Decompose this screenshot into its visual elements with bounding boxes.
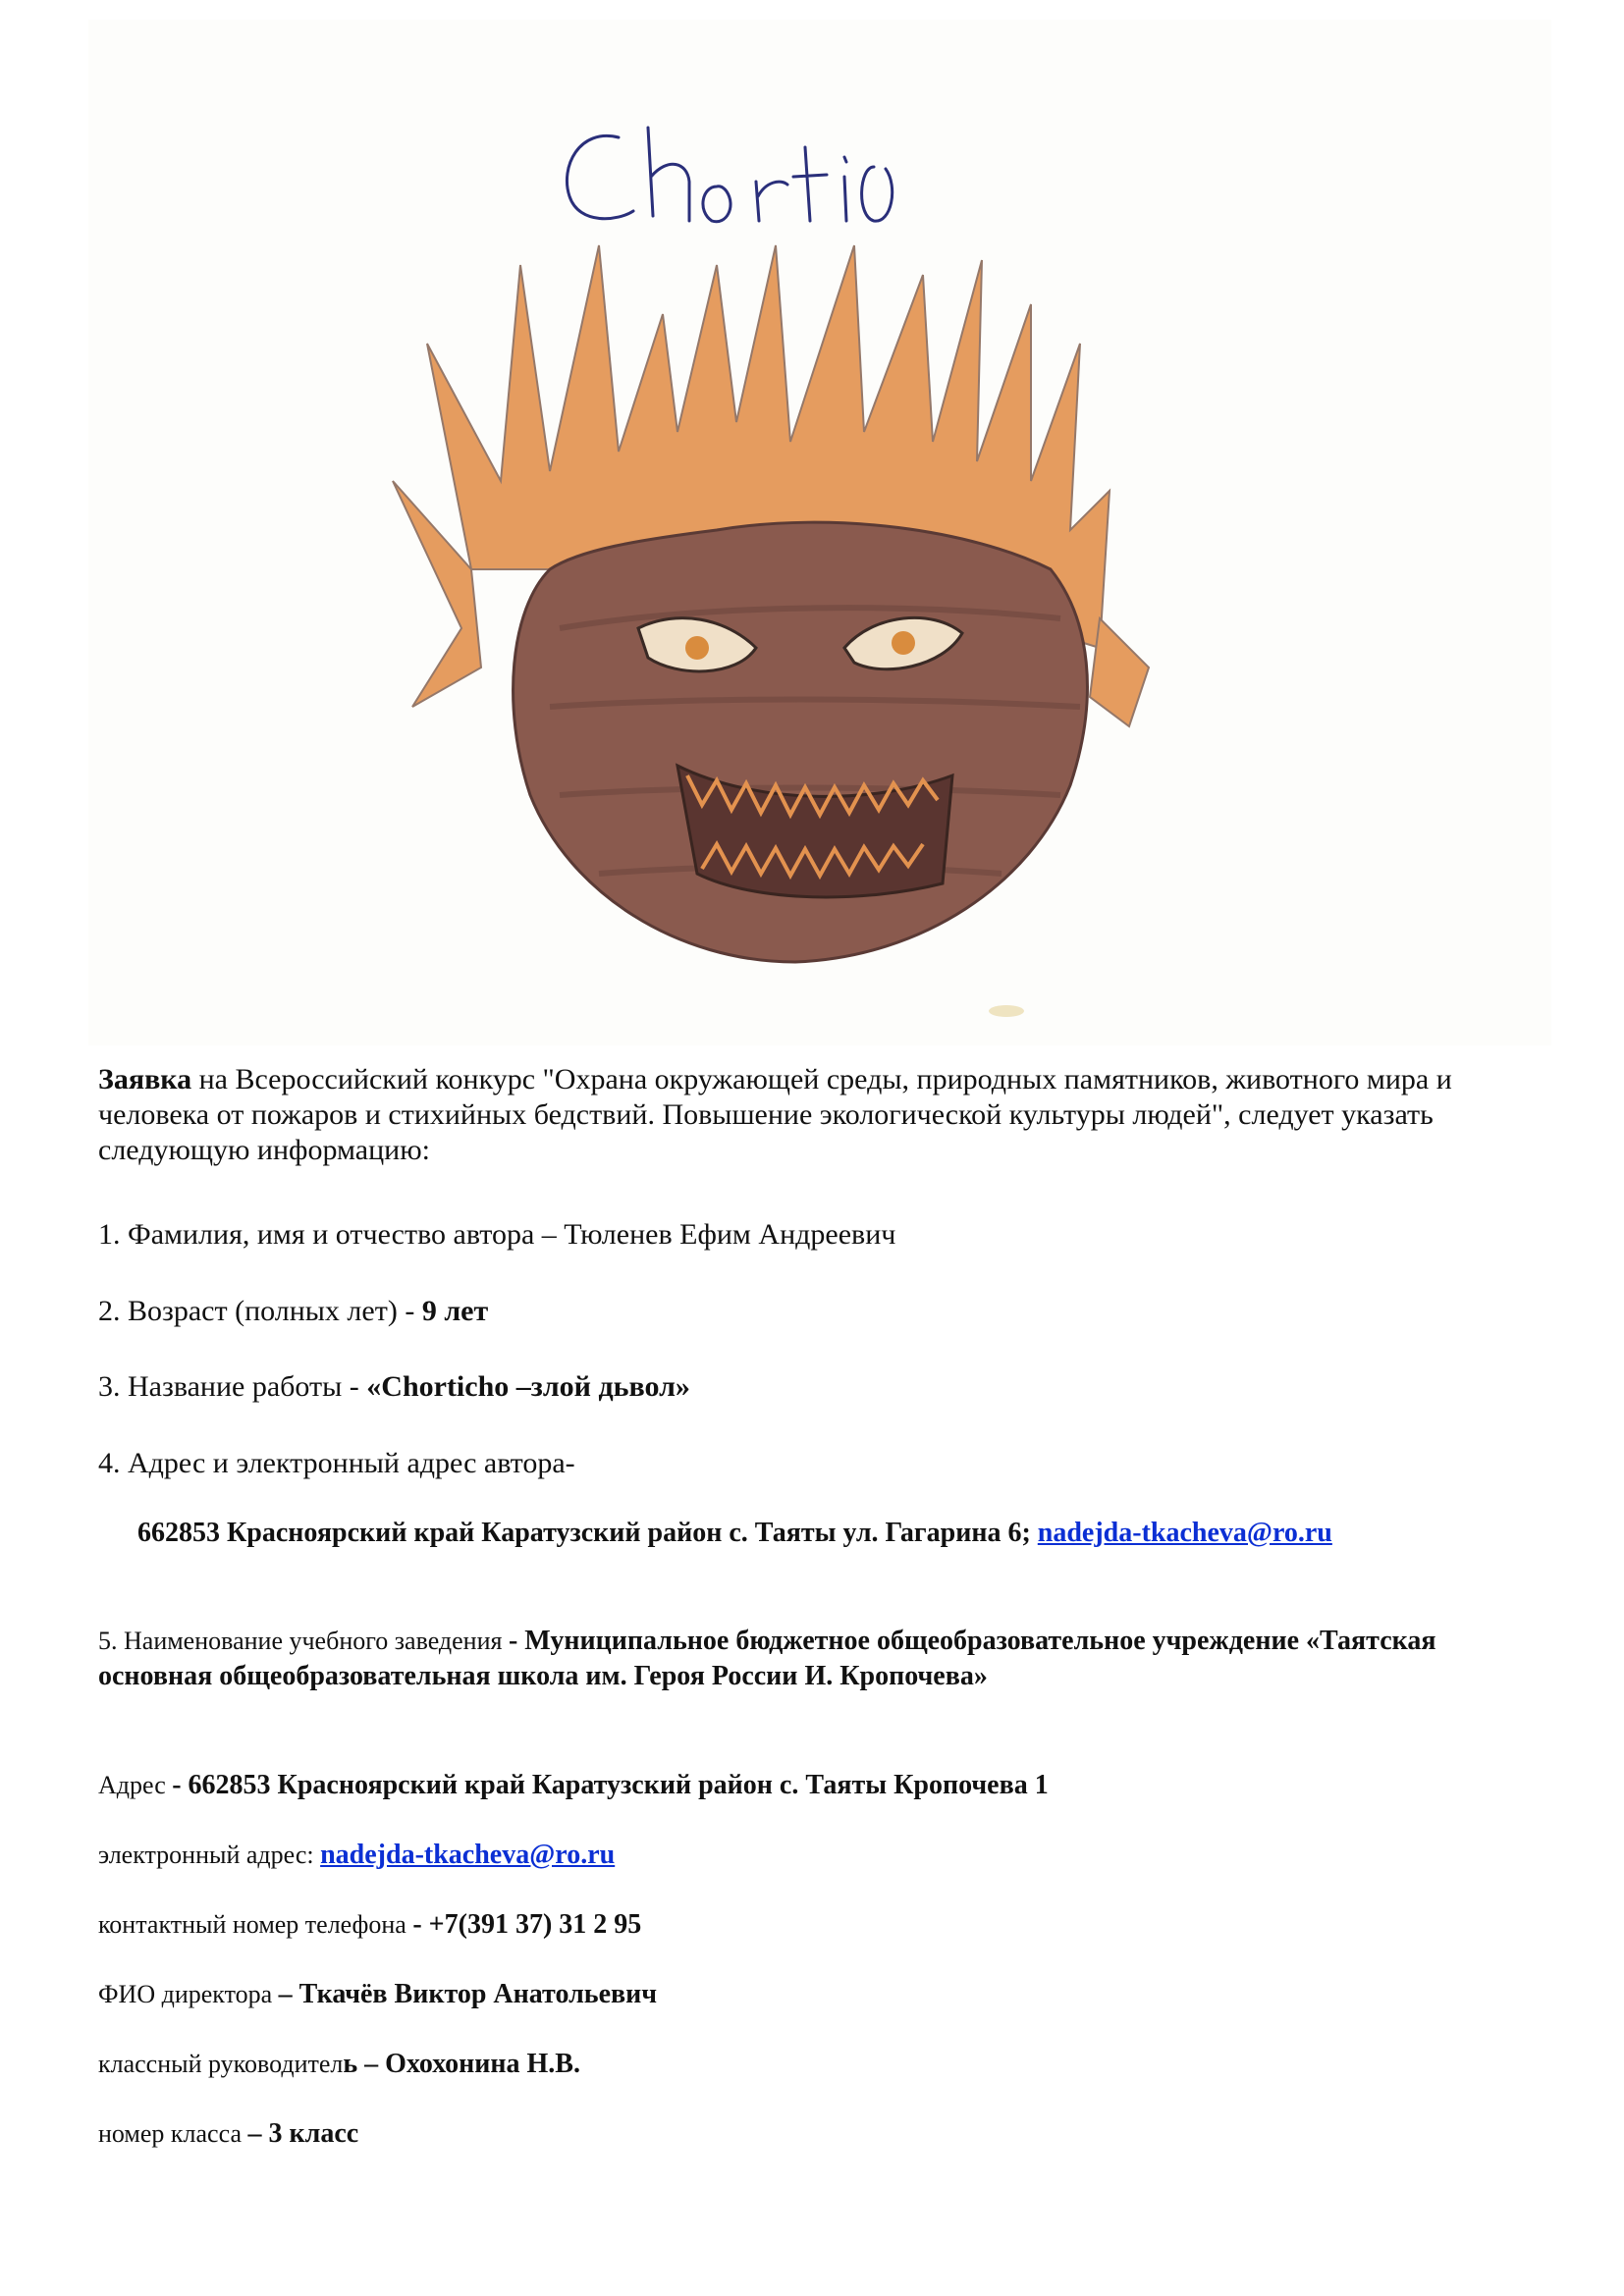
director-label: ФИО директора <box>98 1980 279 2008</box>
item5-label: 5. Наименование учебного заведения <box>98 1627 509 1655</box>
school-address <box>98 1767 1049 1803</box>
item-author-name <box>98 1217 895 1253</box>
school-address-label: Адрес <box>98 1771 173 1799</box>
class-number <box>98 2115 358 2152</box>
item3-value: «Chorticho –злой дьвол» <box>366 1370 690 1403</box>
item1-label: 1. Фамилия, имя и отчество автора – <box>98 1218 565 1251</box>
director-name <box>98 1976 657 2012</box>
school-email-link[interactable]: nadejda-tkacheva@ro.ru <box>320 1840 616 1870</box>
class-number-value: – 3 класс <box>247 2118 359 2149</box>
contact-phone <box>98 1906 641 1943</box>
item-work-title <box>98 1369 690 1405</box>
handwritten-signature <box>567 128 892 222</box>
devil-head <box>514 522 1088 962</box>
school-address-value: - 662853 Красноярский край Каратузский район с. Таяты Кропочева 1 <box>172 1770 1049 1800</box>
author-address-text: 662853 Красноярский край Каратузский район с. Таяты ул. Гагарина 6; <box>137 1518 1038 1548</box>
child-drawing <box>88 20 1551 1045</box>
class-teacher <box>98 2046 580 2082</box>
phone-value: - +7(391 37) 31 2 95 <box>412 1909 642 1940</box>
item2-value: 9 лет <box>421 1295 489 1327</box>
phone-label: контактный номер телефона <box>98 1910 413 1939</box>
item5-value: - Муниципальное бюджетное общеобразовательное учреждение «Таятская основная общеобразовательная школа им. Героя России И. Кропочева» <box>98 1626 1436 1691</box>
school-email <box>98 1837 615 1873</box>
item-author-address-label <box>98 1446 575 1481</box>
item-school-name <box>98 1624 1532 1694</box>
teacher-value: ь – Охохонина Н.В. <box>343 2049 580 2079</box>
teacher-label: классный руководител <box>98 2050 344 2078</box>
devil-drawing-illustration <box>88 20 1551 1045</box>
class-number-label: номер класса <box>98 2119 248 2148</box>
director-value: – Ткачёв Виктор Анатольевич <box>278 1979 658 2009</box>
intro-paragraph <box>98 1062 1532 1168</box>
item-age <box>98 1294 488 1329</box>
item2-label: 2. Возраст (полных лет) - <box>98 1295 422 1327</box>
author-address <box>137 1518 1332 1549</box>
item1-value: Тюленев Ефим Андреевич <box>564 1218 896 1251</box>
intro-text: на Всероссийский конкурс "Охрана окружающей среды, природных памятников, животного мира и человека от пожаров и стихийных бедствий. Повышение экологической культуры людей", следует указать следующую информацию: <box>98 1063 1452 1166</box>
item4-label: 4. Адрес и электронный адрес автора- <box>98 1447 575 1479</box>
school-email-label: электронный адрес: <box>98 1841 321 1869</box>
intro-bold-word: Заявка <box>98 1063 192 1095</box>
item3-label: 3. Название работы - <box>98 1370 367 1403</box>
author-email-link[interactable]: nadejda-tkacheva@ro.ru <box>1037 1518 1332 1548</box>
smudge <box>989 1005 1024 1017</box>
